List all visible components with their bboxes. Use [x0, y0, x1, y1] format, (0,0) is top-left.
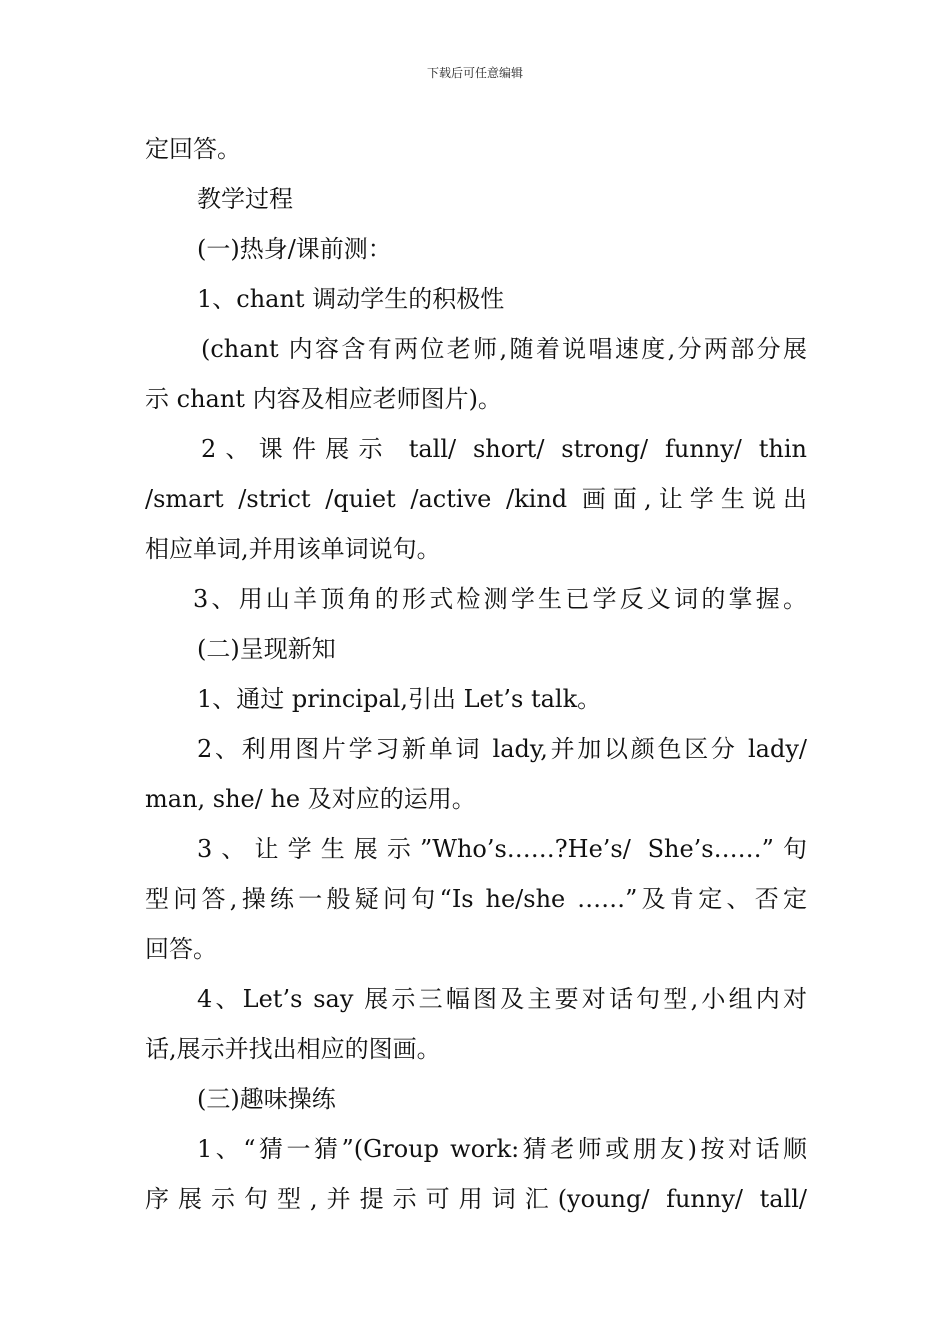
paragraph-line: 2、课件展示 tall/ short/ strong/ funny/ thin: [201, 435, 807, 463]
paragraph-line: 型问答,操练一般疑问句“Is he/she ……”及肯定、否定: [145, 885, 807, 913]
paragraph-line: 1、chant 调动学生的积极性: [197, 285, 505, 313]
paragraph-line: 3、让学生展示”Who’s……?He’s/ She’s……”句: [197, 835, 807, 863]
page-header-note: 下载后可任意编辑: [426, 66, 523, 80]
paragraph-line: 1、“猜一猜”(Group work:猜老师或朋友)按对话顺: [197, 1135, 807, 1163]
paragraph-line: /smart /strict /quiet /active /kind 画面,让学生说出: [145, 485, 807, 513]
paragraph-line: 2、利用图片学习新单词 lady,并加以颜色区分 lady/: [197, 735, 807, 763]
subsection-heading: (二)呈现新知: [197, 635, 336, 663]
paragraph-line: (chant 内容含有两位老师,随着说唱速度,分两部分展: [201, 335, 807, 363]
paragraph-line: 4、Let’s say 展示三幅图及主要对话句型,小组内对: [197, 985, 807, 1013]
paragraph-line: 回答。: [145, 935, 217, 963]
subsection-heading: (三)趣味操练: [197, 1085, 336, 1113]
paragraph-line: 序展示句型,并提示可用词汇(young/ funny/ tall/: [145, 1185, 807, 1213]
section-heading: 教学过程: [197, 185, 293, 213]
paragraph-line: man, she/ he 及对应的运用。: [145, 785, 476, 813]
paragraph-line: 示 chant 内容及相应老师图片)。: [145, 385, 502, 413]
paragraph-line: 定回答。: [145, 135, 241, 163]
paragraph-line: 相应单词,并用该单词说句。: [145, 535, 441, 563]
subsection-heading: (一)热身/课前测：: [197, 235, 392, 263]
paragraph-line: 话,展示并找出相应的图画。: [145, 1035, 441, 1063]
paragraph-line: 1、通过 principal,引出 Let’s talk。: [197, 685, 602, 713]
document-body: [145, 124, 807, 1224]
paragraph-line: 3、用山羊顶角的形式检测学生已学反义词的掌握。: [193, 585, 807, 613]
